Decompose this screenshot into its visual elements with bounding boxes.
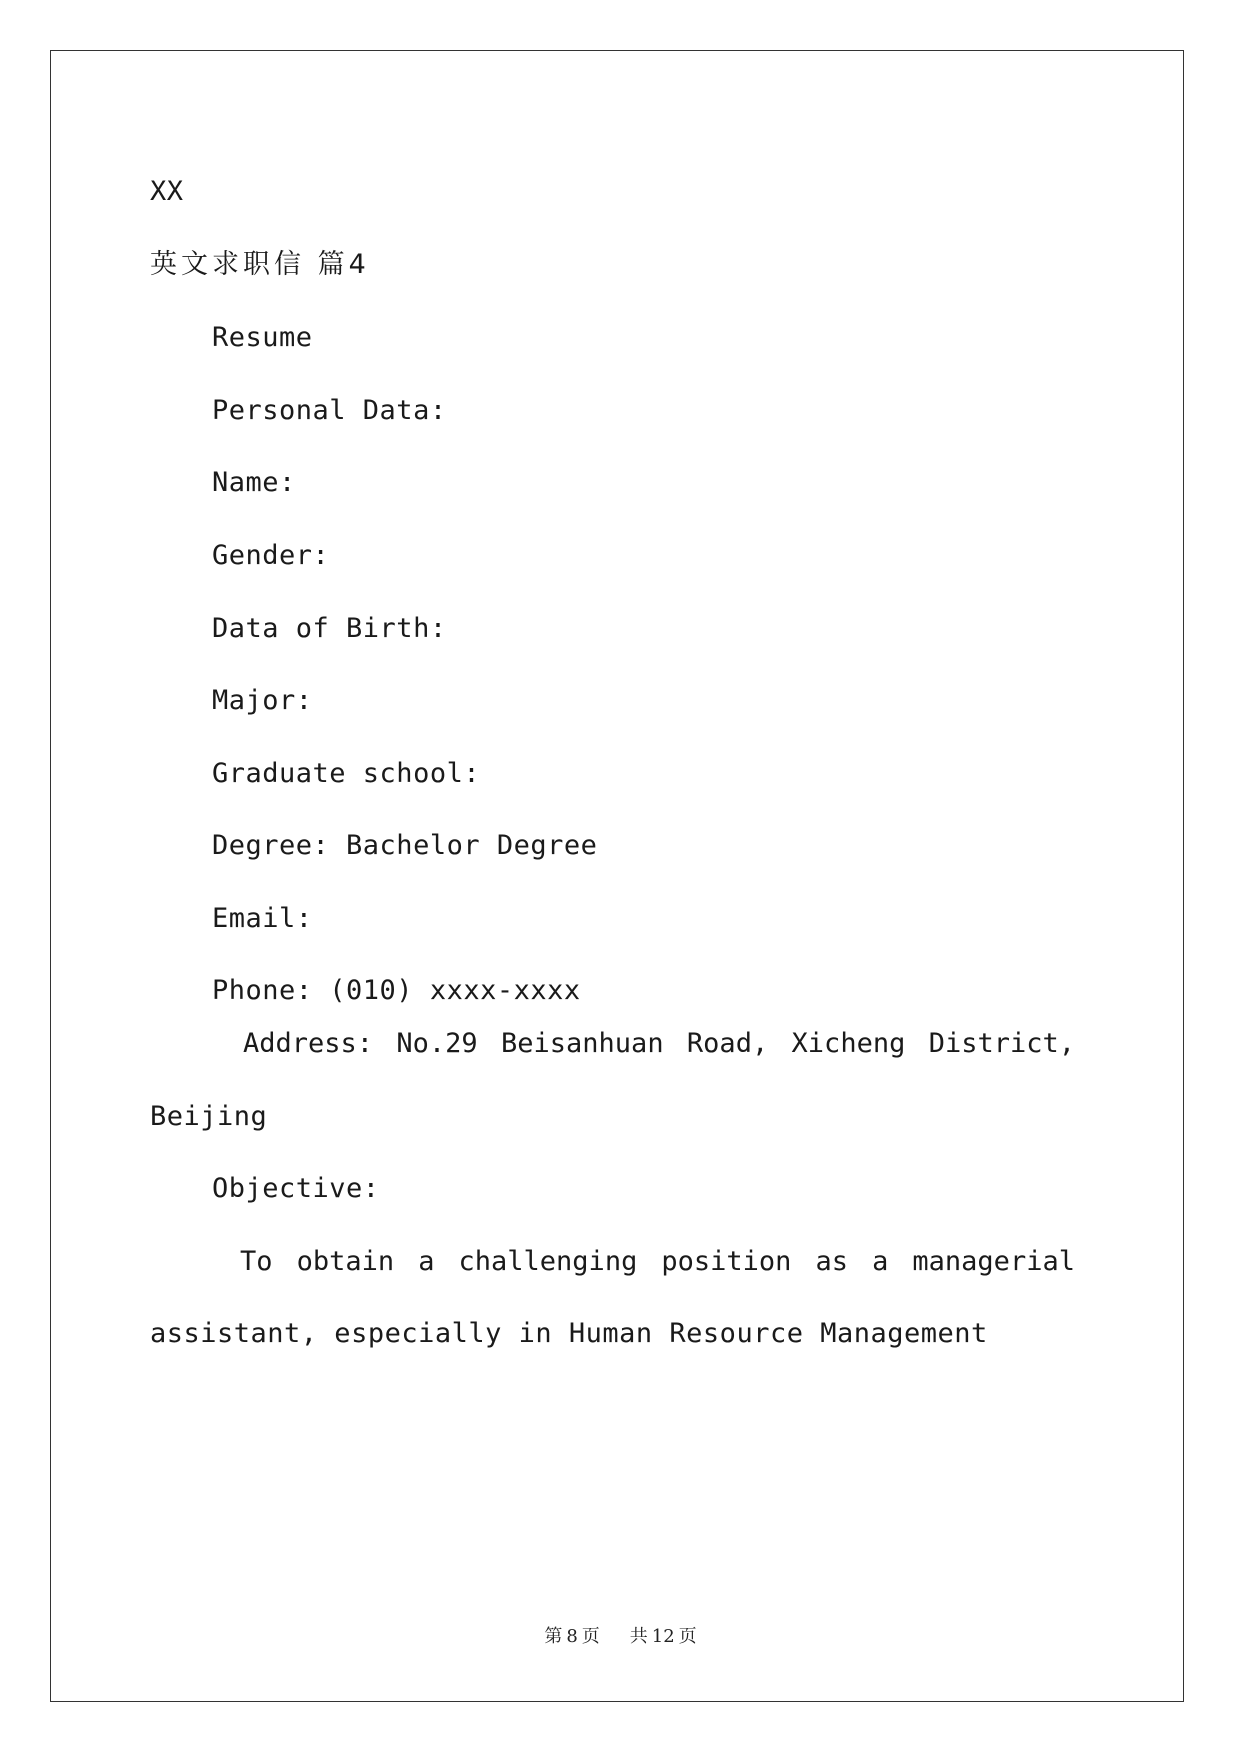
- address-word: District,: [928, 1028, 1075, 1059]
- resume-heading: Resume: [212, 322, 313, 353]
- objective-word: a: [418, 1246, 435, 1277]
- header-mark: XX: [150, 176, 184, 207]
- graduate-school-label: Graduate school:: [212, 758, 481, 789]
- birth-label: Data of Birth:: [212, 613, 447, 644]
- address-word: Address:: [243, 1028, 374, 1059]
- page-current-number: 8: [566, 1626, 578, 1647]
- objective-word: a: [872, 1246, 889, 1277]
- phone-line: Phone: (010) xxxx-xxxx: [212, 975, 581, 1006]
- name-label: Name:: [212, 467, 296, 498]
- page-number-footer: [0, 1622, 1241, 1648]
- page-total-prefix: 共: [629, 1626, 648, 1647]
- personal-data-label: Personal Data:: [212, 395, 447, 426]
- objective-word: challenging: [458, 1246, 638, 1277]
- address-word: No.29: [396, 1028, 478, 1059]
- objective-word: managerial: [912, 1246, 1075, 1277]
- objective-word: position: [661, 1246, 792, 1277]
- page-total-number: 12: [651, 1626, 675, 1647]
- gender-label: Gender:: [212, 540, 330, 571]
- page-current-prefix: 第: [544, 1626, 563, 1647]
- page-frame: [50, 50, 1184, 1702]
- address-continuation: Beijing: [150, 1101, 268, 1132]
- page-current-suffix: 页: [581, 1626, 600, 1647]
- objective-word: obtain: [296, 1246, 395, 1277]
- section-title: 英文求职信 篇4: [150, 249, 370, 280]
- objective-continuation: assistant, especially in Human Resource Management: [150, 1318, 988, 1349]
- degree-line: Degree: Bachelor Degree: [212, 830, 598, 861]
- page-total-suffix: 页: [678, 1626, 697, 1647]
- major-label: Major:: [212, 685, 313, 716]
- objective-label: Objective:: [212, 1173, 380, 1204]
- address-word: Xicheng: [791, 1028, 906, 1059]
- objective-word: To: [240, 1246, 273, 1277]
- objective-line: [240, 1242, 1075, 1282]
- email-label: Email:: [212, 903, 313, 934]
- address-word: Road,: [686, 1028, 769, 1059]
- objective-word: as: [815, 1246, 849, 1277]
- address-word: Beisanhuan: [501, 1028, 664, 1059]
- address-line: [243, 1024, 1075, 1064]
